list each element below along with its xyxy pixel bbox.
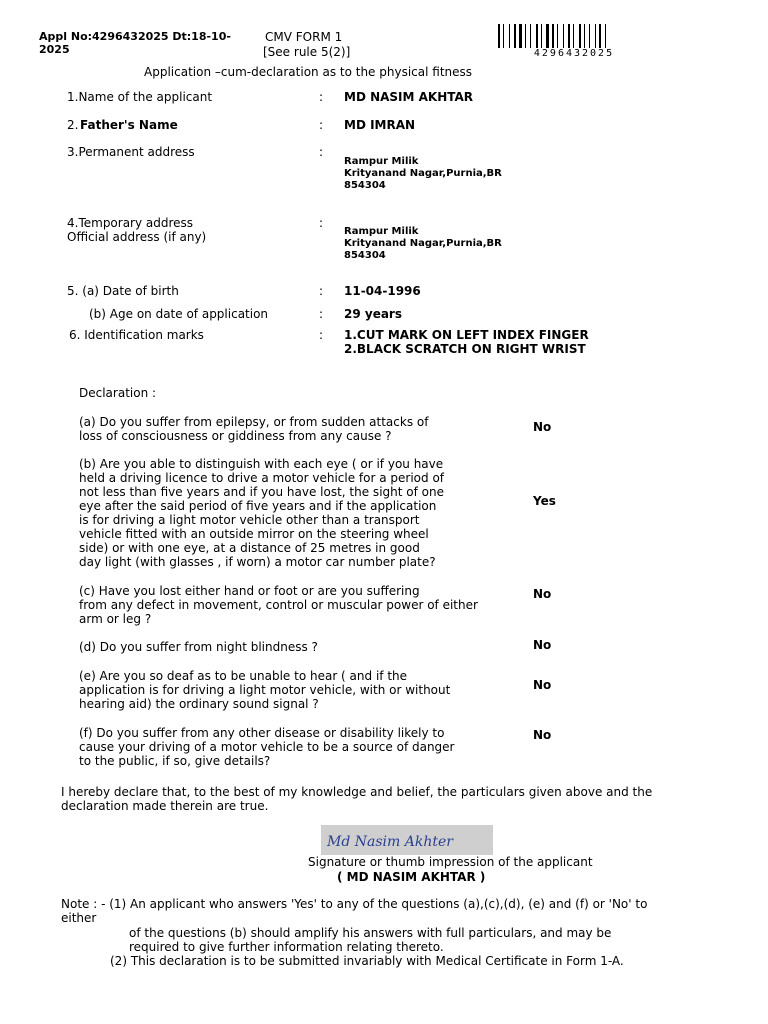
question-line: day light (with glasses , if worn) a motor car number plate? — [79, 555, 436, 569]
signature-handwriting: Md Nasim Akhter — [327, 834, 453, 850]
application-date-year: 2025 — [39, 43, 70, 56]
temporary-address-line3: 854304 — [344, 250, 386, 261]
temporary-address-line2: Krityanand Nagar,Purnia,BR — [344, 238, 502, 249]
declaration-statement-line1: I hereby declare that, to the best of my knowledge and belief, the particulars given above and the — [61, 785, 653, 799]
name-colon: : — [319, 90, 324, 104]
dob-label: 5. (a) Date of birth — [67, 284, 179, 298]
declaration-heading: Declaration : — [79, 386, 157, 400]
question-e — [79, 669, 499, 711]
name-value: MD NASIM AKHTAR — [344, 90, 474, 104]
father-number: 2. — [67, 118, 79, 132]
age-value: 29 years — [344, 307, 402, 321]
permanent-address-colon: : — [319, 145, 324, 159]
answer-b: Yes — [533, 494, 556, 508]
name-label: 1.Name of the applicant — [67, 90, 213, 104]
question-line: hearing aid) the ordinary sound signal ? — [79, 697, 319, 711]
answer-e: No — [533, 678, 552, 692]
dob-colon: : — [319, 284, 324, 298]
question-a — [79, 415, 499, 443]
form-subtitle: Application –cum-declaration as to the physical fitness — [144, 65, 473, 79]
application-number: Appl No:4296432025 Dt:18-10- — [39, 30, 231, 43]
question-line: (f) Do you suffer from any other disease or disability likely to — [79, 726, 445, 740]
dob-value: 11-04-1996 — [344, 284, 421, 298]
answer-d: No — [533, 638, 552, 652]
question-line: arm or leg ? — [79, 612, 152, 626]
question-c — [79, 584, 499, 626]
barcode-number: 4296432025 — [533, 48, 615, 59]
question-line: loss of consciousness or giddiness from any cause ? — [79, 429, 392, 443]
official-address-label: Official address (if any) — [67, 230, 207, 244]
question-line: held a driving licence to drive a motor vehicle for a period of — [79, 471, 445, 485]
age-colon: : — [319, 307, 324, 321]
temporary-address-colon: : — [319, 216, 324, 230]
question-line: (e) Are you so deaf as to be unable to hear ( and if the — [79, 669, 408, 683]
permanent-address-line2: Krityanand Nagar,Purnia,BR — [344, 168, 502, 179]
question-line: (a) Do you suffer from epilepsy, or from sudden attacks of — [79, 415, 429, 429]
permanent-address-line1: Rampur Milik — [344, 156, 419, 167]
answer-a: No — [533, 420, 552, 434]
question-line: (b) Are you able to distinguish with each eye ( or if you have — [79, 457, 444, 471]
note-line5: (2) This declaration is to be submitted invariably with Medical Certificate in Form 1-A. — [110, 954, 624, 968]
question-line: vehicle fitted with an outside mirror on the steering wheel — [79, 527, 429, 541]
applicant-name-under-signature: ( MD NASIM AKHTAR ) — [337, 870, 486, 884]
note-line3: of the questions (b) should amplify his answers with full particulars, and may be — [129, 926, 612, 940]
question-f — [79, 726, 499, 768]
question-line: side) or with one eye, at a distance of 25 metres in good — [79, 541, 420, 555]
father-value: MD IMRAN — [344, 118, 416, 132]
identification-marks-colon: : — [319, 328, 324, 342]
permanent-address-line3: 854304 — [344, 180, 386, 191]
declaration-statement-line2: declaration made therein are true. — [61, 799, 269, 813]
question-line: from any defect in movement, control or muscular power of either — [79, 598, 478, 612]
temporary-address-line1: Rampur Milik — [344, 226, 419, 237]
question-line: (d) Do you suffer from night blindness ? — [79, 640, 318, 654]
form-title: CMV FORM 1 — [265, 30, 343, 44]
temporary-address-label: 4.Temporary address — [67, 216, 194, 230]
identification-marks-label: 6. Identification marks — [69, 328, 204, 342]
note-line2: either — [61, 911, 97, 925]
question-line: application is for driving a light motor vehicle, with or without — [79, 683, 451, 697]
question-line: (c) Have you lost either hand or foot or are you suffering — [79, 584, 420, 598]
note-line4: required to give further information relating thereto. — [129, 940, 444, 954]
question-b — [79, 457, 499, 569]
question-d — [79, 640, 499, 654]
identification-mark-2: 2.BLACK SCRATCH ON RIGHT WRIST — [344, 342, 586, 356]
question-line: eye after the said period of five years and if the application — [79, 499, 437, 513]
answer-c: No — [533, 587, 552, 601]
question-line: not less than five years and if you have lost, the sight of one — [79, 485, 444, 499]
barcode — [498, 24, 650, 48]
note-line1: Note : - (1) An applicant who answers 'Yes' to any of the questions (a),(c),(d), (e) and (f) or 'No' to — [61, 897, 648, 911]
identification-mark-1: 1.CUT MARK ON LEFT INDEX FINGER — [344, 328, 589, 342]
father-colon: : — [319, 118, 324, 132]
signature-image — [321, 825, 493, 855]
question-line: cause your driving of a motor vehicle to be a source of danger — [79, 740, 455, 754]
signature-caption: Signature or thumb impression of the applicant — [308, 855, 593, 869]
form-rule: [See rule 5(2)] — [263, 45, 351, 59]
answer-f: No — [533, 728, 552, 742]
question-line: to the public, if so, give details? — [79, 754, 271, 768]
permanent-address-label: 3.Permanent address — [67, 145, 195, 159]
age-label: (b) Age on date of application — [89, 307, 269, 321]
father-label: Father's Name — [80, 118, 178, 132]
question-line: is for driving a light motor vehicle other than a transport — [79, 513, 420, 527]
